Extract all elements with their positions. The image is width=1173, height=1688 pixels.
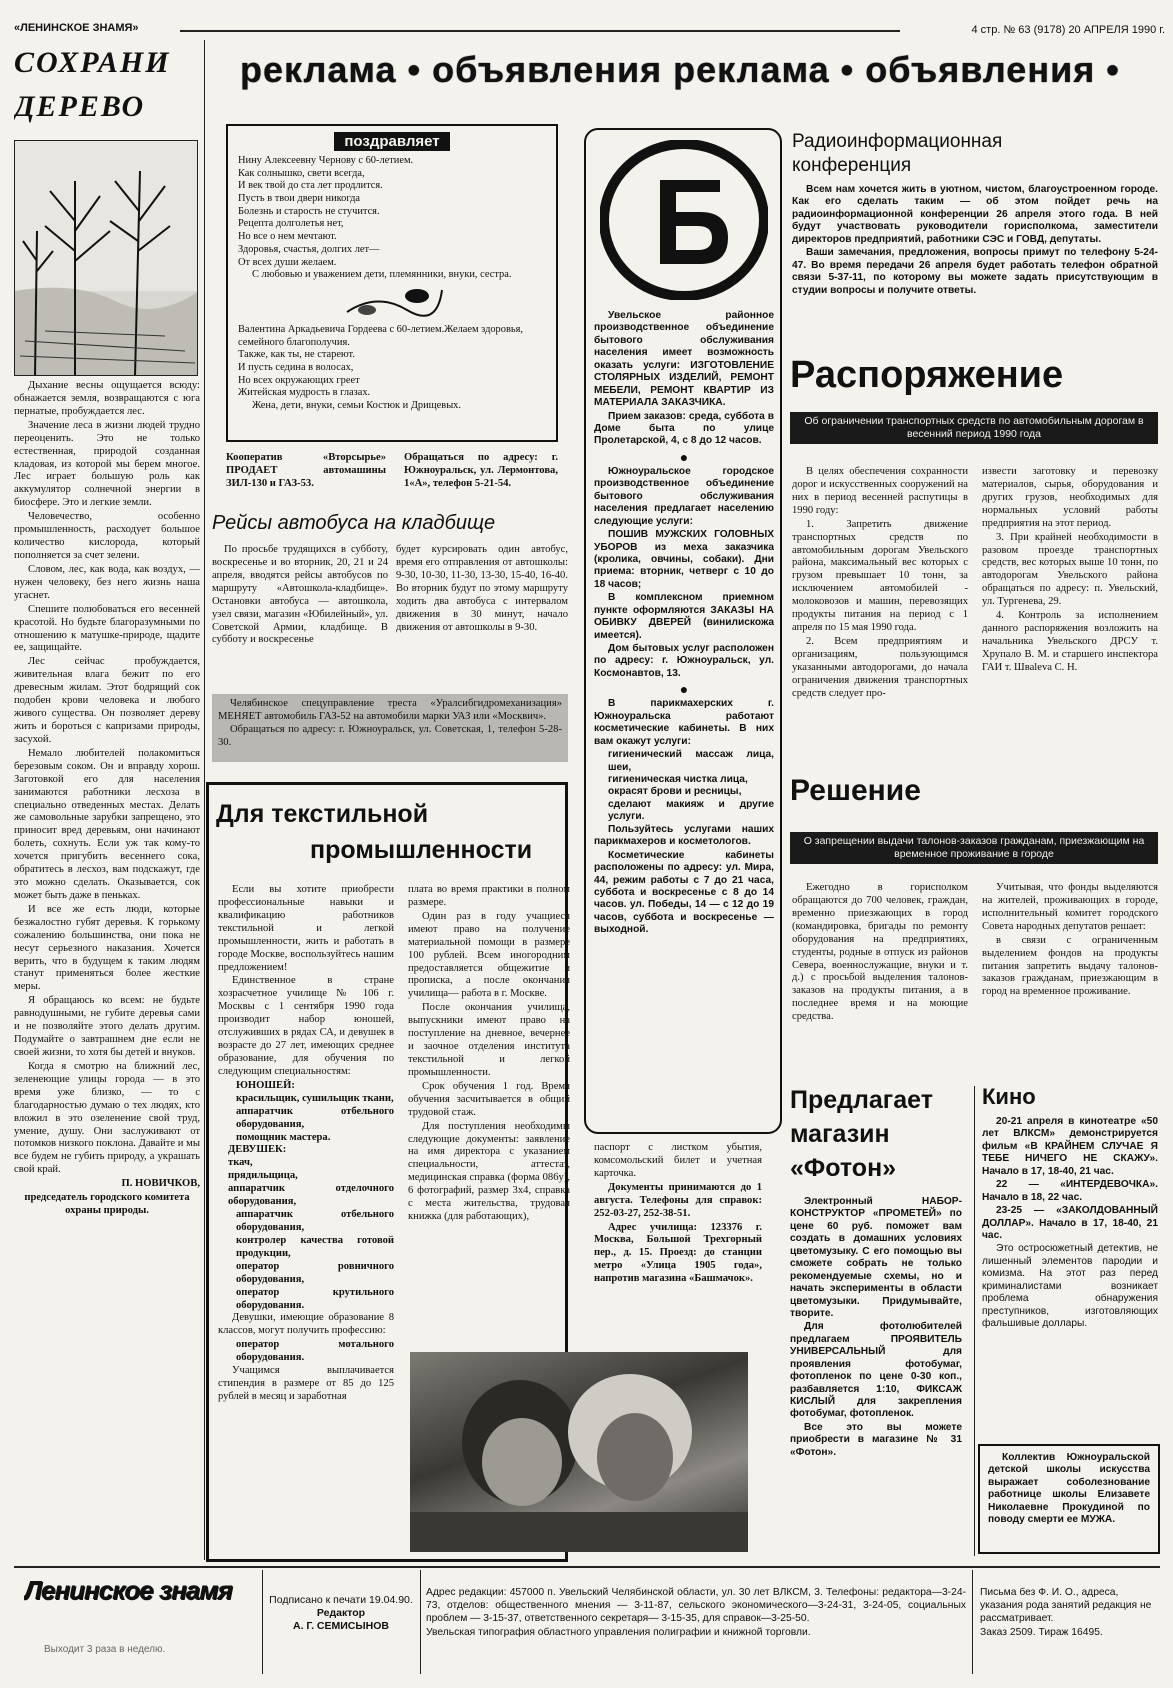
textile-line: ЮНОШЕЙ: — [236, 1079, 295, 1091]
textile-title-line2: промышленности — [310, 836, 533, 864]
order-col2 — [982, 466, 1158, 766]
textile-line: плата во время практики в полном размере. — [408, 884, 570, 908]
kino-paragraph: 20-21 апреля в кинотеатре «50 лет ВЛКСМ» демонстрируется фильм «В КРАЙНЕМ СЛУЧАЕ Я ТЕБЕ НИЧЕГО НЕ СКАЖУ». Начало в 17, 18-40, 21 час. — [982, 1116, 1158, 1177]
textile-line: помощник мастера. — [236, 1131, 331, 1143]
footer-logo-text: Ленинское знамя — [24, 1576, 232, 1605]
congrats-line: И пусть седина в волосах, — [238, 361, 354, 373]
kino-paragraph: 23-25 — «ЗАКОЛДОВАННЫЙ ДОЛЛАР». Начало в 17, 18-40, 21 час. — [982, 1205, 1158, 1241]
footer-letters-block — [980, 1586, 1160, 1639]
footer-editor-label: Редактор — [316, 1607, 366, 1620]
congrats-line: И век твой до ста лет продлится. — [238, 180, 383, 192]
chel-ad-address: Обращаться по адресу: г. Южноуральск, ул. Советская, 1, телефон 5-28-30. — [218, 723, 562, 748]
textile-line: оператор ровничного оборудования, — [236, 1260, 394, 1285]
footer-logo-sub: Выходит 3 раза в неделю. — [44, 1644, 166, 1655]
condolence-box: Коллектив Южноуральской детской школы искусства выражает соболезнование работнице школы Елизавете Николаевне Прокудиной по поводу смерти ее МУЖА. — [978, 1444, 1160, 1554]
footer-signed: Подписано к печати 19.04.90. — [269, 1594, 413, 1606]
bus-title: Рейсы автобуса на кладбище — [212, 512, 496, 534]
bus-col1: По просьбе трудящихся в субботу, воскресенье и во вторник, 20, 21 и 24 апреля, вводятся рейсы автобусов по маршруту «Автошкола-кладбище». Остановки автобуса — автошкола, узел связи, магазин «Юбилейный», ул. Советской Армии, кладбище. В субботу и воскресенье — [212, 544, 388, 646]
services-paragraph: Южноуральское городское производственное объединение бытового обслуживания населения предлагает населению следующие услуги: — [594, 465, 774, 527]
kino-text — [982, 1116, 1158, 1442]
kino-title: Кино — [982, 1084, 1036, 1109]
forest-signature-name: П. НОВИЧКОВ, — [121, 1178, 200, 1190]
services-paragraph: Дом бытовых услуг расположен по адресу: г. Южноуральск, ул. Космонавтов, 13. — [594, 643, 774, 679]
foton-title-line3: «Фотон» — [790, 1154, 897, 1182]
order-paragraph: 1. Запретить движение транспортных средств по автомобильным дорогам Увельского района, максимальный вес которых с грузом превышает 10 тонн, за исключением автомобилей - молоковозов и машин, перевозящих продукты питания на период с 1 апреля по 15 мая 1990 года. — [792, 518, 968, 634]
forest-paragraph: Я обращаюсь ко всем: не будьте равнодушными, не губите деревья сами и не позволяйте этого делать другим. Подумайте о завтрашнем дне если не своей жизни, то хотя бы детей и внуков. — [14, 995, 200, 1059]
coop-ad-left: Кооператив «Вторсырье» ПРОДАЕТ автомашины ЗИЛ-130 и ГАЗ-53. — [226, 452, 386, 489]
textile-line: аппаратчик отбельного оборудования, — [236, 1209, 394, 1233]
congrats-line: Но всех окружающих греет — [238, 374, 360, 386]
congrats-line: Житейская мудрость в глазах. — [238, 387, 371, 399]
coop-ad-right: Обращаться по адресу: г. Южноуральск, ул. Лермонтова, 1«А», телефон 5-21-54. — [404, 452, 558, 489]
footer-address-text: Адрес редакции: 457000 п. Увельский Челябинской области, ул. 30 лет ВЛКСМ, 3. Телефоны: редактора—3-24-73, отделов: общественного мнения — 3-11-87, сельского экономического—3-24-31, 3-24-05, социальных проблем — 3-15-37, ответственного секретаря— 3-15-35, для справок—3-25-50. — [426, 1587, 966, 1625]
forest-article-body — [14, 380, 200, 1470]
decision-paragraph: Учитывая, что фонды выделяются на жителей, проживающих в городе, исполнительный комитет городского Совета народных депутатов решает: — [982, 882, 1158, 932]
textile-col2 — [408, 884, 570, 1372]
congrats-line: Пусть в твои двери никогда — [238, 193, 360, 205]
textile-line: оператор мотального оборудования. — [236, 1339, 394, 1364]
footer-editor-block — [266, 1594, 416, 1633]
bullet-icon: ● — [679, 681, 689, 698]
textile-line: Девушки, имеющие образование 8 классов, могут получить профессию: — [218, 1312, 394, 1337]
congrats-line: Нину Алексеевну Чернову с 60-летием. — [238, 155, 414, 166]
forest-paragraph: Когда я смотрю на ближний лес, зеленеющие улицы города — в это время уже близко, — то с благодарностью думаю о тех людях, кто вложил в это озеленение свой труд, умение, душу. Они заслуживают от потомков низкого поклона. Давайте и мы все будем не губить природу, а украшать свой край. — [14, 1060, 200, 1176]
radio-paragraph: Всем нам хочется жить в уютном, чистом, благоустроенном городе. Как его сделать таким — об этом пойдет речь на радиоинформационной конференции 26 апреля этого года. В ней будут участвовать руководители горисполкома, заместители директоров предприятий, работники СЭС и ГОВД, депутаты. — [792, 184, 1158, 245]
banner: реклама • объявления реклама • объявления • — [240, 49, 1120, 90]
services-paragraph: ПОШИВ МУЖСКИХ ГОЛОВНЫХ УБОРОВ из меха заказчика (кролика, овчины, собаки). Дни приема: вторник, четверг с 10 до 18 часов; — [594, 529, 774, 590]
textile-line: красильщик, сушильщик ткани, — [236, 1092, 394, 1104]
services-item: гигиенический массаж лица, шеи, — [608, 749, 774, 773]
textile-line: Срок обучения 1 год. Время обучения засчитывается в общий трудовой стаж. — [408, 1080, 570, 1118]
textile-line: аппаратчик отделочного оборудования, — [228, 1183, 394, 1208]
bus-col2: будет курсировать один автобус, время его отправления от автошколы: 9-30, 10-30, 11-30, 13-30, 15-40, 16-40. Во вторник будут по этому маршруту ходить два автобуса с интервалом движения в 30 минут, начало движения от автошколы в 9-30. — [396, 544, 568, 633]
textile-line: паспорт с листком убытия, комсомольский билет и учетная карточка. — [594, 1142, 762, 1179]
services-paragraph: Прием заказов: среда, суббота в Доме быта по улице Пролетарской, 4, с 8 до 12 часов. — [594, 410, 774, 447]
textile-line: аппаратчик отбельного оборудования, — [236, 1105, 394, 1130]
congrats-line: Здоровья, счастья, долгих лет— — [238, 243, 380, 255]
textile-line: Если вы хотите приобрести профессиональные навыки и квалификацию работников текстильной и легкой промышленности, жить и работать в городе Москве, воспользуйтесь нашим предложением! — [218, 884, 394, 973]
order-paragraph: 3. При крайней необходимости в разовом проезде транспортных средств, вес которых выше 10 тонн, по автодорогам Увельского района обращаться по адресу: п. Увельский, ул. Тургенева, 29. — [982, 531, 1158, 608]
order-paragraph: В целях обеспечения сохранности дорог и искусственных сооружений на них в период весенней распутицы в 1990 году: — [792, 466, 968, 516]
services-paragraph: В парикмахерских г. Южноуральска работают косметические кабинеты. В них вам окажут услуги: — [594, 698, 774, 747]
order-paragraph: извести заготовку и перевозку материалов, сырья, оборудования и других грузов, необходимых для нормальных условий работы предприятия на этот период. — [982, 466, 1158, 529]
textile-line: Один раз в году учащиеся имеют право на получение материальной помощи в размере 100 рублей. Всем иногородним предоставляется общежитие и прописка, а после окончания училища— работа в г. Москве. — [408, 910, 570, 1000]
page-info: 4 стр. № 63 (9178) 20 АПРЕЛЯ 1990 г. — [971, 24, 1165, 36]
footer-letters: Письма без Ф. И. О., адреса, указания рода занятий редакция не рассматривает. — [980, 1587, 1152, 1625]
textile-line: Единственное в стране хозрасчетное училище № 106 г. Москвы с 1 сентября 1990 года производит набор юношей, отслуживших в рядах СА, и девушек в возрасте до 27 лет, имеющих среднее образование, для обучения по следующим специальностям: — [218, 975, 394, 1077]
decision-subtitle: О запрещении выдачи талонов-заказов гражданам, приезжающим на временное проживание в городе — [790, 832, 1158, 864]
congrats-line: Болезнь и старость не стучится. — [238, 205, 380, 217]
textile-photo — [410, 1352, 748, 1552]
foton-text — [790, 1196, 962, 1546]
forest-paragraph: Значение леса в жизни людей трудно переоценить. Это не только естественная, природой созданная кладовая, из которой мы берем многое. Лес играет большую роль как аккумулятор солнечной энергии в биосфере. Это и легкие земли. — [14, 419, 200, 509]
textile-line: Учащимся выплачивается стипендия в размере от 85 до 125 рублей в месяц и заработная — [218, 1365, 394, 1402]
textile-line: Документы принимаются до 1 августа. Телефоны для справок: 252-03-27, 252-38-51. — [594, 1181, 762, 1219]
kino-paragraph: 22 — «ИНТЕРДЕВОЧКА». Начало в 18, 22 час. — [982, 1179, 1158, 1203]
services-item: сделают макияж и другие услуги. — [608, 798, 774, 823]
congrats-line: Как солнышко, свети всегда, — [238, 167, 365, 179]
decision-col2 — [982, 882, 1158, 1072]
forest-paragraph: Спешите полюбоваться его весенней красотой. Но будьте благоразумными по отношению к матушке-природе, щадите ее, защищайте. — [14, 603, 200, 654]
chel-ad — [212, 694, 568, 762]
order-col1 — [792, 466, 968, 766]
congrats-line: Также, как ты, не стареют. — [238, 349, 355, 361]
order-title: Распоряжение — [790, 354, 1064, 396]
textile-line: Для поступления необходимы следующие документы: заявление на имя директора с указанием специальности, аттестат, медицинская справка (форма 086у), 6 фотографий, размер 3х4, справка с места жительства, трудовая книжка (для работающих), — [408, 1120, 570, 1223]
decision-col1: Ежегодно в горисполком обращаются до 700 человек, граждан, временно приезжающих в город (командировка, бригады по ремонту оборудования на предприятиях, студенты, родные в отпуск из районов Севера, военнослужащие, внуки и т. д.) с просьбой выделения талонов-заказов на продукты питания, а в последнее время и на моющие средства. — [792, 882, 968, 1023]
congrats-line: От всех души желаем. — [238, 256, 337, 268]
foton-title-line2: магазин — [790, 1120, 890, 1148]
services-paragraph: Косметические кабинеты расположены по адресу: ул. Мира, 44, режим работы с 7 до 21 часа, суббота и воскресенье с 8 до 14 часов. ул. Победы, 14 — с 12 до 19 часов, суббота и воскресенье — выходной. — [594, 849, 774, 936]
decision-paragraph: в связи с ограниченным выделением фондов на продукты питания запретить выдачу талонов-заказов гражданам, приезжающим в город на временное проживание. — [982, 934, 1158, 998]
textile-line: Адрес училища: 123376 г. Москва, Большой Трехгорный пер., д. 15. Проезд: до станции метро «Улица 1905 года», напротив магазина «Башмачок». — [594, 1221, 762, 1285]
textile-col3 — [594, 1142, 762, 1342]
textile-col1 — [218, 884, 394, 1544]
footer-printer: Увельская типография областного управления полиграфии и книжной торговли. — [426, 1626, 811, 1638]
services-item: гигиеническая чистка лица, — [608, 774, 748, 786]
forest-signature-title: председатель городского комитета охраны природы. — [24, 1192, 190, 1217]
forest-title-line1: СОХРАНИ — [14, 46, 171, 79]
services-paragraph: В комплексном приемном пункте оформляются ЗАКАЗЫ НА ОБИВКУ ДВЕРЕЙ (винилискожа имеется). — [594, 592, 774, 641]
forest-illustration — [14, 140, 198, 376]
radio-paragraph: Ваши замечания, предложения, вопросы примут по телефону 5-24-47. Во время передачи 26 апреля будет работать телефон обратной связи 5-37-11, по которому вы можете задать присутствующим в студии вопросы и получите ответы. — [792, 247, 1158, 296]
services-paragraph: Пользуйтесь услугами наших парикмахеров и косметологов. — [594, 823, 774, 848]
decision-title: Решение — [790, 774, 921, 807]
forest-paragraph: Немало любителей полакомиться березовым соком. Он и вправду хорош. Заготовкой его для населения занимаются работники лесхоза в специально отведенных местах. Делать же самовольные зарубки запрещено, это приносит вред деревьям, они начинают болеть, сохнуть. Если уж так кому-то хочется пригубить весеннего сока, обратитесь в лесхоз, вам подскажут, где это можно сделать. Оказывается, сок может быть даже в пеньках. — [14, 747, 200, 901]
services-logo-icon — [600, 140, 768, 300]
textile-line: ткач, — [228, 1157, 253, 1169]
services-item: окрасят брови и ресницы, — [608, 786, 742, 798]
chel-ad-text: Челябинское спецуправление треста «Уралсибгидромеханизация» МЕНЯЕТ автомобиль ГАЗ-52 на автомобили марки УАЗ или «Москвич». — [218, 698, 562, 722]
services-paragraph: Увельское районное производственное объединение бытового обслуживания населения имеет возможность оказать услуги: ИЗГОТОВЛЕНИЕ СТОЛЯРНЫХ ИЗДЕЛИЙ, РЕМОНТ МЕБЕЛИ, РЕМОНТ КВАРТИР ИЗ МАТЕРИАЛА ЗАКАЗЧИКА. — [594, 310, 774, 409]
congrats-heading: поздравляет — [334, 132, 449, 151]
congrats-signature: Жена, дети, внуки, семьи Костюк и Дрищевых. — [252, 400, 461, 411]
forest-paragraph: Лес сейчас пробуждается, живительная влага бежит по его древесным жилам. Этот бодрящий сок подобен крови человека и любого живого существа. Он позволяет дереву жить и бороться с капризами природы, засухой. — [14, 656, 200, 745]
flower-icon — [238, 282, 546, 324]
congrats-box — [226, 124, 558, 442]
footer-editor-name: А. Г. СЕМИСЫНОВ — [293, 1620, 389, 1633]
textile-title-line1: Для текстильной — [216, 800, 429, 828]
services-text — [594, 310, 774, 1126]
bullet-icon: ● — [679, 448, 689, 465]
congrats-line: Но все о нем мечтают. — [238, 231, 337, 243]
foton-paragraph: Электронный НАБОР-КОНСТРУКТОР «ПРОМЕТЕЙ» по цене 60 руб. поможет вам создать в домашних условиях цветомузыку. С его помощью вы сможете собрать не только рекомендуемые схемы, но и начать эксперименты в области цветомузыки. Придумывайте, творите. — [790, 1196, 962, 1319]
forest-paragraph: И все же есть люди, которые безжалостно губят деревья. К горькому сожалению большинства, они пока не несут серьезного наказания. Хочется верить, что в будущем к таким людям станут применяться более жесткие меры. — [14, 903, 200, 993]
textile-line: прядильщица, — [228, 1170, 298, 1182]
forest-paragraph: Человечество, особенно промышленность, расходует большое количество кислорода, который пополняется за счет зелени. — [14, 511, 200, 561]
radio-text — [792, 184, 1158, 350]
textile-line: ДЕВУШЕК: — [228, 1144, 287, 1156]
foton-paragraph: Все это вы можете приобрести в магазине № 31 «Фотон». — [790, 1421, 962, 1458]
forest-paragraph: Дыхание весны ощущается всюду: обнажается земля, возвращаются с юга пернатые, пробуждается лес. — [14, 380, 200, 417]
radio-title: Радиоинформационная конференция — [792, 131, 1003, 176]
textile-line: оператор крутильного оборудования. — [236, 1286, 394, 1311]
forest-paragraph: Словом, лес, как вода, как воздух, — нужен человеку, без него жизнь наша угаснет. — [14, 563, 200, 601]
forest-title-line2: ДЕРЕВО — [14, 90, 146, 123]
textile-line: контролер качества готовой продукции, — [236, 1234, 394, 1259]
congrats-line: Валентина Аркадьевича Гордеева с 60-летием.Желаем здоровья, семейного благополучия. — [238, 323, 523, 348]
footer-logo — [24, 1576, 254, 1636]
textile-line: После окончания училища, выпускники имеют право на поступление на дневное, вечернее и заочное отделения института текстильной и легкой промышленности. — [408, 1002, 570, 1078]
order-paragraph: 2. Всем предприятиям и организациям, пользующимся указанными автодорогами, до начала ограничения движения транспортных средств следует про- — [792, 635, 968, 699]
foton-title-line1: Предлагает — [790, 1086, 933, 1114]
footer-order-info: Заказ 2509. Тираж 16495. — [980, 1626, 1103, 1638]
order-paragraph: 4. Контроль за исполнением данного распоряжения возложить на начальника Увельского ДРСУ т. Хрупало В. М. и старшего инспектора ГАИ т. Шваleva С. Н. — [982, 610, 1158, 673]
footer-address — [426, 1586, 966, 1639]
foton-paragraph: Для фотолюбителей предлагаем ПРОЯВИТЕЛЬ УНИВЕРСАЛЬНЫЙ для проявления фотобумаг, фотопленок по цене 0-30 коп., разбавляется 1:10, ФИКСАЖ КИСЛЫЙ для закрепления фотобумаг, фотопленок. — [790, 1321, 962, 1420]
congrats-signature: С любовью и уважением дети, племянники, внуки, сестра. — [252, 269, 512, 281]
kino-paragraph: Это остросюжетный детектив, не лишенный элементов пародии и комизма. На этот раз перед криминалистами возникает проблема обнаружения преступников, изготовляющих фальшивые доллары. — [982, 1243, 1158, 1329]
order-subtitle: Об ограничении транспортных средств по автомобильным дорогам в весенний период 1990 года — [790, 412, 1158, 444]
paper-name: «ЛЕНИНСКОЕ ЗНАМЯ» — [14, 22, 139, 34]
congrats-line: Рецепта долголетья нет, — [238, 218, 344, 230]
